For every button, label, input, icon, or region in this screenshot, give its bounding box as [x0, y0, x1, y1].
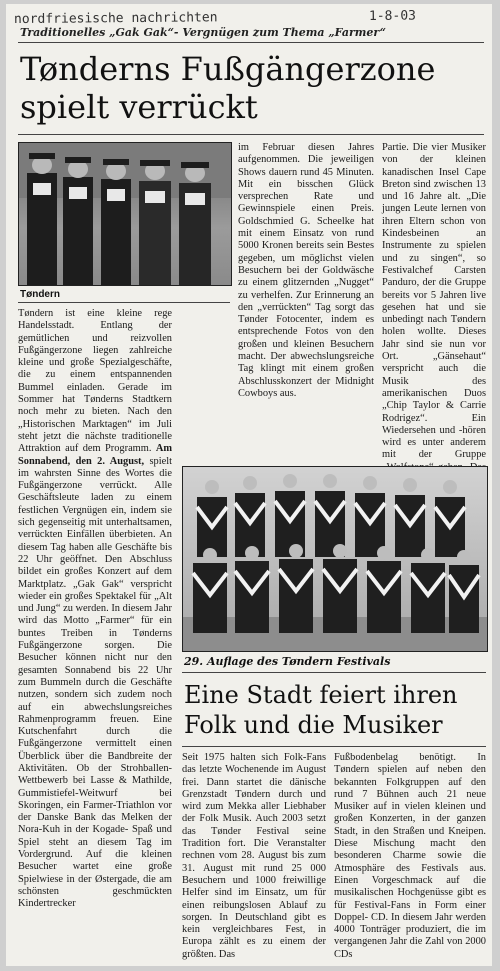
- article2-col2-text: Fußbodenbelag benötigt. In Tøndern spielen auf neben den bekannten Folkgruppen auf den rund 7 Bühnen auch 21 neue Musiker auf in vielen kleinen und großen Konzerten, in der ganzen Stadt, in den Straßen und Kneipen. Diese Mischung macht den besonderen Charme sowie die Atmosphäre des Festivals aus. Einen Vorgeschmack auf die musikalischen Hochgenüsse gibt es für Festival-Fans in Form einer Doppel- CD. In diesem Jahr werden 4000 Tonträger produziert, die im vergangenen Jahr die Zahl von 2000 CDs: [334, 752, 486, 960]
- article2-headline: [184, 680, 484, 740]
- article1-col1-para1: Tøndern ist eine kleine rege Handelsstadt. Entlang der gemütlichen und reizvollen Fußgängerzone liegen zahlreiche kleine und große Spezialgeschäfte, die zu einem entspannenden Bummel einladen. Gerade im Sommer hat Tønderns Stadtkern noch mehr zu bieten. Nach den „Historischen Marktagen“ im Juli steht jetzt die nächste traditionelle Attraktion auf dem Programm.: [18, 308, 172, 455]
- photo-cowboys-illustration: [19, 143, 231, 285]
- article1-column1: [18, 308, 172, 962]
- article1-col3-text: Partie. Die vier Musiker von der kleinen kanadischen Insel Cape Breton sind zwischen 13 und 16 Jahre alt. „Die jungen Leute lernen von ihren Eltern schon von Kindesbeinen an Instrumente zu spielen und zu singen“, so Festivalchef Carsten Panduro, der die Gruppe bereits vor 5 Jahren live gesehen hat und sie unbedingt nach Tøndern holen wollte. Dieses Jahr sind sie nun vor Ort. „Gänsehaut“ verspricht auch die Musik des amerikanischen Duos „Chip Taylor & Carrie Rodrigez“. Ein Wiedersehen und -hören wird es unter anderem mit der Gruppe: [382, 142, 486, 461]
- article1-headline: [20, 50, 480, 126]
- article1-col1-para2: spielt im wahrsten Sinne des Wortes die Fußgängerzone verrückt. Alle Geschäftsleute laden zu einem festlichen Vergnügen ein, indem sie sich gegenseitig mit unterhaltsamen, verrückten Einfällen überbieten. An diesem Tag haben alle Geschäfte bis 22 Uhr geöffnet. Den Abschluss bildet ein großes Konzert auf dem Marktplatz. „Gak Gak“ verspricht wieder ein großes Spektakel für „Alt und Jung“ zu werden. In diesem Jahr wird das Motto „Farmer“ für ein buntes Treiben in Tønderns Fußgängerzone sorgen. Die Besucher können nicht nur den gesamten Sonnabend bis 22 Uhr zum Bummeln durch die Geschäfte nutzen, sondern sich zudem noch auf ein abwechslungsreiches Rahmenprogramm freuen. Eine Kutschenfahrt durch die Fußgängerzone vermittelt einen Überblick über die Bandbreite der Aktivitäten. Ob der Strohballen-Wettbewerb bei Lasse & Mathilde, Gummistiefel-Weitwurf bei Skoringen, ein Farmer-Triathlon vor der Danske Bank das Melken der Nora-Kuh in der Kogade- Spaß und Spiel steht an diesem Tag im Vordergrund. Auf die kleinen Besucher wartet eine große Spielwiese in der Østergade, die am schönsten geschmückten Kindertrecker: [18, 455, 172, 910]
- divider: [182, 746, 486, 747]
- article2-headline-line2: Folk und die Musiker: [184, 711, 443, 739]
- photo1-caption: Tøndern: [20, 289, 60, 300]
- article2-column1: [182, 752, 326, 962]
- article1-kicker: Traditionelles „Gak Gak“- Vergnügen zum Thema „Farmer“: [20, 26, 386, 39]
- handwritten-source: nordfriesische nachrichten: [13, 10, 218, 28]
- article2-column2: [334, 752, 486, 962]
- photo2-caption: 29. Auflage des Tøndern Festivals: [184, 655, 391, 668]
- article1-headline-line2: spielt verrückt: [20, 88, 258, 126]
- article2-headline-line1: Eine Stadt feiert ihren: [184, 681, 458, 709]
- article1-column2-wide: [182, 300, 374, 460]
- article1-col2-text: im Februar diesen Jahres aufgenommen. Die jeweiligen Shows dauern rund 45 Minuten. Mit ein bisschen Glück versprechen Rate und Gewinnspiele einen Preis. Goldschmied G. Scheelke hat mit einem Einsatz von rund 5000 Kronen bereits sein Bestes gegeben, um möglichst vielen Besuchern bei der Goldwäsche zu einem glitzernden „Nugget“ zu verhelfen. Zur Erinnerung an den „verrückten“ Tag sorgt das Tønder Fotocenter, indem es entsprechende Fotos von den großen und kleinen Besuchern macht. Der abwechslungsreiche Tag klingt mit einem großen Abschlusskonzert der Midnight Cowboys aus.: [238, 142, 374, 399]
- divider: [18, 134, 484, 135]
- photo-dancers-illustration: [183, 467, 487, 651]
- divider: [182, 672, 486, 673]
- article2-col1-text: Seit 1975 halten sich Folk-Fans das letzte Wochenende im August frei. Dann startet die dänische Grenzstadt Tøndern durch und wird zum Mekka aller Liebhaber der Folk Musik. Auch 2003 setzt das Tønder Festival seine Tradition fort. Die Veranstalter rechnen vom 28. August bis zum 31. August mit rund 25 000 Besuchern und 1000 freiwillige Helfer sind im Einsatz, um für einen reibungslosen Ablauf zu sorgen. In Deutschland gibt es kein vergleichbares Fest, in Europa zählt es zu einem der größten. Das: [182, 752, 326, 960]
- article1-column3: [382, 142, 486, 460]
- article1-col1-bold: Am Sonnabend, den 2. August,: [18, 443, 172, 467]
- photo-dancers: [182, 466, 488, 652]
- photo-cowboys: [18, 142, 232, 286]
- newspaper-clipping: [6, 4, 492, 966]
- divider: [18, 42, 484, 43]
- handwritten-date: 1-8-03: [368, 8, 417, 24]
- article1-headline-line1: Tønderns Fußgängerzone: [20, 50, 436, 88]
